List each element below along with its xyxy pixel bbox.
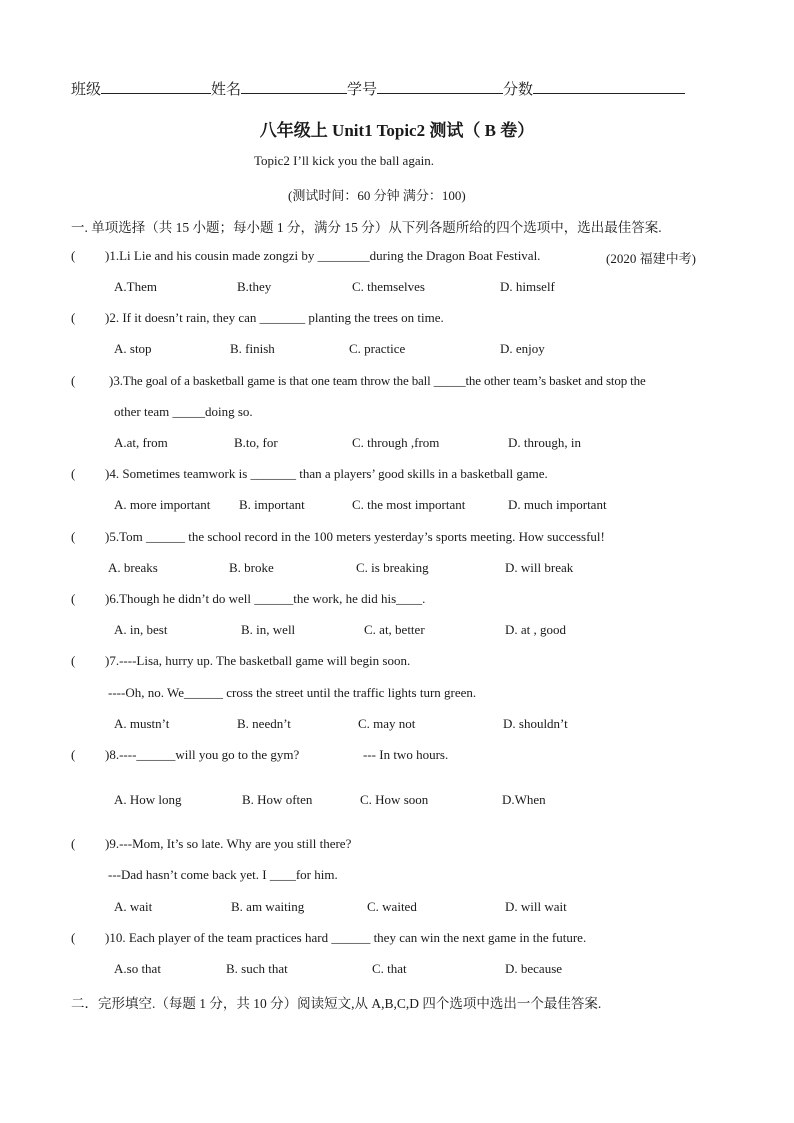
question-4: ( )4. Sometimes teamwork is _______ than a players’ good skills in a basketball game. bbox=[71, 466, 548, 481]
name-label: 姓名 bbox=[211, 82, 242, 98]
section2-heading: 二．完形填空.（每题 1 分，共 10 分）阅读短文,从 A,B,C,D 四个选项中选出一个最佳答案. bbox=[71, 996, 602, 1011]
option-c[interactable]: C. at, better bbox=[364, 622, 425, 637]
option-a[interactable]: A. stop bbox=[114, 341, 152, 356]
option-c[interactable]: C. waited bbox=[367, 899, 417, 914]
question-8: ( )8.----______will you go to the gym? bbox=[71, 747, 300, 762]
option-d[interactable]: D. shouldn’t bbox=[503, 716, 568, 731]
question-stem: 8.----______will you go to the gym? bbox=[109, 747, 300, 762]
option-c[interactable]: C. themselves bbox=[352, 279, 425, 294]
id-label: 学号 bbox=[347, 82, 378, 98]
option-a[interactable]: A.at, from bbox=[114, 435, 168, 450]
answer-paren[interactable]: ( bbox=[71, 466, 76, 481]
exam-subtitle: Topic2 I’ll kick you the ball again. bbox=[254, 153, 434, 168]
option-a[interactable]: A. in, best bbox=[114, 622, 168, 637]
question-stem: 4. Sometimes teamwork is _______ than a players’ good skills in a basketball game. bbox=[109, 466, 548, 481]
answer-paren[interactable]: ( bbox=[71, 930, 76, 945]
option-b[interactable]: B. am waiting bbox=[231, 899, 305, 914]
question-stem: 9.---Mom, It’s so late. Why are you still there? bbox=[109, 836, 352, 851]
question-9: ( )9.---Mom, It’s so late. Why are you still there? bbox=[71, 836, 352, 851]
answer-paren[interactable]: ( bbox=[71, 836, 76, 851]
option-a[interactable]: A. mustn’t bbox=[114, 716, 170, 731]
option-d[interactable]: D. because bbox=[505, 961, 563, 976]
answer-paren[interactable]: ( bbox=[71, 310, 76, 325]
option-d[interactable]: D. himself bbox=[500, 279, 555, 294]
answer-paren[interactable]: ( bbox=[71, 529, 76, 544]
question-7: ( )7.----Lisa, hurry up. The basketball game will begin soon. bbox=[71, 653, 411, 668]
answer-paren[interactable]: ( bbox=[71, 248, 76, 263]
option-b[interactable]: B. important bbox=[239, 497, 305, 512]
question-stem: 7.----Lisa, hurry up. The basketball game will begin soon. bbox=[109, 653, 411, 668]
option-d[interactable]: D.When bbox=[502, 792, 546, 807]
option-b[interactable]: B. How often bbox=[242, 792, 313, 807]
option-d[interactable]: D. at , good bbox=[505, 622, 567, 637]
answer-paren[interactable]: ( bbox=[71, 591, 76, 606]
option-d[interactable]: D. will break bbox=[505, 560, 574, 575]
option-d[interactable]: D. enjoy bbox=[500, 341, 545, 356]
question-stem-continued: ----Oh, no. We______ cross the street until the traffic lights turn green. bbox=[108, 685, 477, 700]
option-b[interactable]: B. broke bbox=[229, 560, 274, 575]
answer-paren[interactable]: ( bbox=[71, 373, 76, 388]
option-a[interactable]: A. wait bbox=[114, 899, 153, 914]
question-stem: 10. Each player of the team practices hard ______ they can win the next game in the future. bbox=[109, 930, 587, 945]
option-c[interactable]: C. practice bbox=[349, 341, 406, 356]
option-b[interactable]: B. in, well bbox=[241, 622, 296, 637]
class-label: 班级 bbox=[71, 82, 102, 98]
option-b[interactable]: B. such that bbox=[226, 961, 288, 976]
student-info-line bbox=[71, 78, 685, 99]
section1-heading: 一. 单项选择（共 15 小题；每小题 1 分，满分 15 分）从下列各题所给的四个选项中，选出最佳答案. bbox=[71, 220, 662, 235]
option-c[interactable]: C. How soon bbox=[360, 792, 429, 807]
score-blank[interactable] bbox=[533, 79, 685, 94]
question-2: ( )2. If it doesn’t rain, they can _______ planting the trees on time. bbox=[71, 310, 444, 325]
question-note: --- In two hours. bbox=[363, 747, 449, 762]
time-info: (测试时间：60 分钟 满分：100) bbox=[288, 188, 466, 203]
answer-paren[interactable]: ( bbox=[71, 747, 76, 762]
question-stem-continued: ---Dad hasn’t come back yet. I ____for him. bbox=[108, 867, 338, 882]
question-3: ( )3.The goal of a basketball game is that one team throw the ball _____the other team’s basket and stop the bbox=[71, 373, 646, 388]
option-c[interactable]: C. may not bbox=[358, 716, 416, 731]
question-stem: 6.Though he didn’t do well ______the work, he did his____. bbox=[109, 591, 426, 606]
option-b[interactable]: B. needn’t bbox=[237, 716, 291, 731]
option-d[interactable]: D. through, in bbox=[508, 435, 581, 450]
option-a[interactable]: A.Them bbox=[114, 279, 157, 294]
exam-title: 八年级上 Unit1 Topic2 测试（ B 卷） bbox=[259, 121, 535, 140]
option-c[interactable]: C. the most important bbox=[352, 497, 466, 512]
question-stem: 2. If it doesn’t rain, they can _______ planting the trees on time. bbox=[109, 310, 444, 325]
option-c[interactable]: C. that bbox=[372, 961, 407, 976]
question-stem-continued: other team _____doing so. bbox=[114, 404, 253, 419]
option-a[interactable]: A. How long bbox=[114, 792, 182, 807]
question-10: ( )10. Each player of the team practices hard ______ they can win the next game in the future. bbox=[71, 930, 587, 945]
question-6: ( )6.Though he didn’t do well ______the work, he did his____. bbox=[71, 591, 426, 606]
question-stem: 1.Li Lie and his cousin made zongzi by ________during the Dragon Boat Festival. bbox=[109, 248, 541, 263]
option-d[interactable]: D. much important bbox=[508, 497, 607, 512]
class-blank[interactable] bbox=[101, 79, 211, 94]
question-stem: 3.The goal of a basketball game is that one team throw the ball _____the other team’s basket and stop the bbox=[113, 373, 646, 388]
name-blank[interactable] bbox=[241, 79, 347, 94]
question-stem: 5.Tom ______ the school record in the 100 meters yesterday’s sports meeting. How successful! bbox=[109, 529, 605, 544]
question-note: (2020 福建中考) bbox=[606, 251, 696, 266]
option-b[interactable]: B. finish bbox=[230, 341, 275, 356]
question-5: ( )5.Tom ______ the school record in the 100 meters yesterday’s sports meeting. How successful! bbox=[71, 529, 605, 544]
score-label: 分数 bbox=[503, 82, 534, 98]
id-blank[interactable] bbox=[377, 79, 503, 94]
option-b[interactable]: B.they bbox=[237, 279, 272, 294]
answer-paren[interactable]: ( bbox=[71, 653, 76, 668]
option-c[interactable]: C. is breaking bbox=[356, 560, 429, 575]
option-d[interactable]: D. will wait bbox=[505, 899, 567, 914]
option-a[interactable]: A.so that bbox=[114, 961, 161, 976]
option-a[interactable]: A. breaks bbox=[108, 560, 158, 575]
option-b[interactable]: B.to, for bbox=[234, 435, 278, 450]
question-1: ( )1.Li Lie and his cousin made zongzi by ________during the Dragon Boat Festival. bbox=[71, 248, 541, 263]
option-c[interactable]: C. through ,from bbox=[352, 435, 440, 450]
option-a[interactable]: A. more important bbox=[114, 497, 211, 512]
